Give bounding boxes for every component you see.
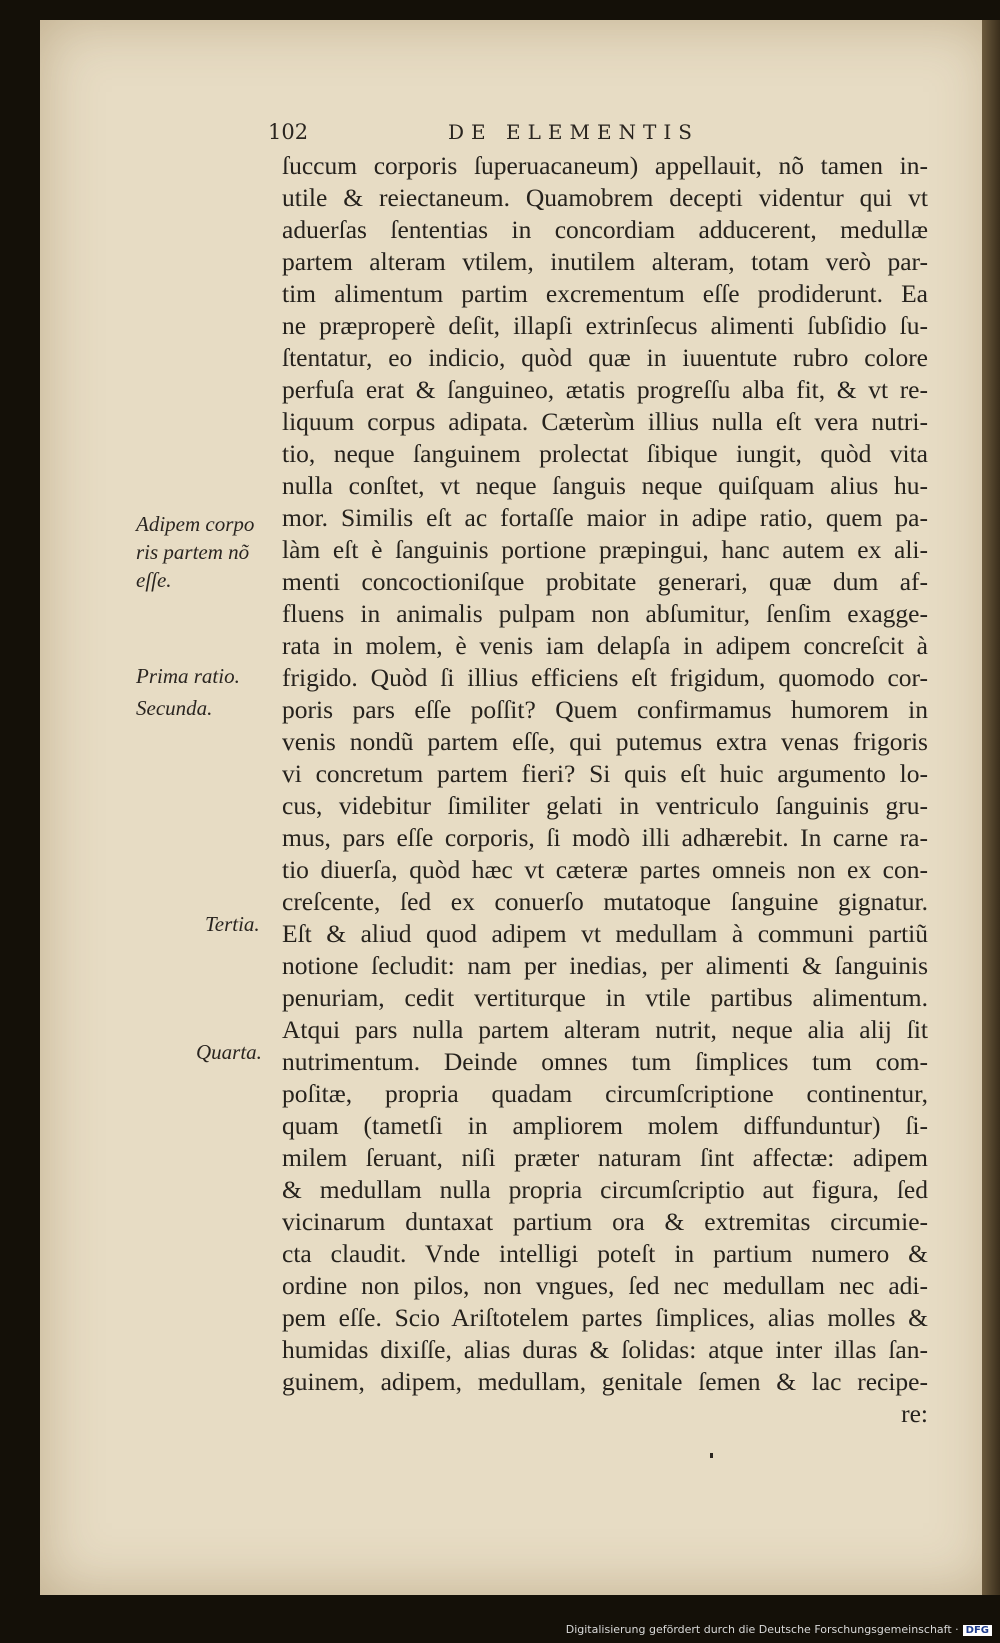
text-line: creſcente, ſed ex conuerſo mutatoque ſanguine gignatur. bbox=[282, 887, 928, 916]
margin-note-tertia: Tertia. bbox=[205, 912, 260, 936]
text-line: milem ſeruant, niſi præter naturam ſint affectæ: adipem bbox=[282, 1143, 928, 1172]
text-line: poſitæ, propria quadam circumſcriptione continentur, bbox=[282, 1079, 928, 1108]
text-line: vicinarum duntaxat partium ora & extremitas circumie- bbox=[282, 1207, 928, 1236]
text-line: mus, pars eſſe corporis, ſi modò illi adhærebit. In carne ra- bbox=[282, 823, 928, 852]
text-line: cus, videbitur ſimiliter gelati in ventriculo ſanguinis gru- bbox=[282, 791, 928, 820]
margin-note-secunda: Secunda. bbox=[136, 696, 213, 720]
text-line: perfuſa erat & ſanguineo, ætatis progreſſu alba fit, & vt re- bbox=[282, 375, 928, 404]
text-line: utile & reiectaneum. Quamobrem decepti videntur qui vt bbox=[282, 183, 928, 212]
text-line: ſtentatur, eo indicio, quòd quæ in iuuentute rubro colore bbox=[282, 343, 928, 372]
text-line: nutrimentum. Deinde omnes tum ſimplices tum com- bbox=[282, 1047, 928, 1076]
running-title: DE ELEMENTIS bbox=[448, 120, 699, 144]
main-text-block bbox=[282, 150, 928, 1430]
text-line: poris pars eſſe poſſit? Quem confirmamus humorem in bbox=[282, 695, 928, 724]
text-line: ordine non pilos, non vngues, ſed nec medullam nec adi- bbox=[282, 1271, 928, 1300]
book-spine-edge bbox=[982, 20, 1000, 1595]
text-line: Eſt & aliud quod adipem vt medullam à communi partiũ bbox=[282, 919, 928, 948]
margin-note-line: Adipem corpo bbox=[136, 512, 255, 536]
margin-note-line: eſſe. bbox=[136, 568, 172, 592]
text-line: aduerſas ſententias in concordiam adducerent, medullæ bbox=[282, 215, 928, 244]
text-line: nulla conſtet, vt neque ſanguis neque quiſquam alius hu- bbox=[282, 471, 928, 500]
text-line: tim alimentum partim excrementum eſſe prodiderunt. Ea bbox=[282, 279, 928, 308]
margin-note-quarta: Quarta. bbox=[196, 1040, 262, 1064]
credit-text: Digitalisierung gefördert durch die Deutsche Forschungsgemeinschaft · bbox=[565, 1623, 959, 1636]
text-line: làm eſt è ſanguinis portione præpingui, hanc autem ex ali- bbox=[282, 535, 928, 564]
text-line: quam (tametſi in ampliorem molem diffunduntur) ſi- bbox=[282, 1111, 928, 1140]
text-line: penuriam, cedit vertiturque in vtile partibus alimentum. bbox=[282, 983, 928, 1012]
text-line: tio diuerſa, quòd hæc vt cæteræ partes omneis non ex con- bbox=[282, 855, 928, 884]
margin-note-adipem bbox=[136, 510, 254, 594]
text-line: partem alteram vtilem, inutilem alteram, totam verò par- bbox=[282, 247, 928, 276]
text-line: Atqui pars nulla partem alteram nutrit, neque alia alij ſit bbox=[282, 1015, 928, 1044]
digitization-credit bbox=[566, 1623, 992, 1636]
text-line: menti concoctioniſque probitate generari, quæ dum af- bbox=[282, 567, 928, 596]
text-line: venis nondũ partem eſſe, qui putemus extra venas frigoris bbox=[282, 727, 928, 756]
page-number: 102 bbox=[268, 120, 309, 144]
text-line: rata in molem, è venis iam delapſa in adipem concreſcit à bbox=[282, 631, 928, 660]
text-line: ne præproperè deſit, illapſi extrinſecus alimenti ſubſidio ſu- bbox=[282, 311, 928, 340]
text-line: pem eſſe. Scio Ariſtotelem partes ſimplices, alias molles & bbox=[282, 1303, 928, 1332]
text-line: frigido. Quòd ſi illius efficiens eſt frigidum, quomodo cor- bbox=[282, 663, 928, 692]
text-line: vi concretum partem fieri? Si quis eſt huic argumento lo- bbox=[282, 759, 928, 788]
ink-mark bbox=[710, 1453, 713, 1458]
text-line: tio, neque ſanguinem prolectat ſibique iungit, quòd vita bbox=[282, 439, 928, 468]
text-line: liquum corpus adipata. Cæterùm illius nulla eſt vera nutri- bbox=[282, 407, 928, 436]
margin-note-line: ris partem nõ bbox=[136, 540, 250, 564]
dfg-logo: DFG bbox=[963, 1625, 992, 1636]
margin-note-prima-ratio: Prima ratio. bbox=[136, 664, 240, 688]
text-line: mor. Similis eſt ac fortaſſe maior in adipe ratio, quem pa- bbox=[282, 503, 928, 532]
text-line: humidas dixiſſe, alias duras & ſolidas: atque inter illas ſan- bbox=[282, 1335, 928, 1364]
text-line: notione ſecludit: nam per inedias, per alimenti & ſanguinis bbox=[282, 951, 928, 980]
catchword: re: bbox=[901, 1399, 928, 1428]
text-line: cta claudit. Vnde intelligi poteſt in partium numero & bbox=[282, 1239, 928, 1268]
text-line: & medullam nulla propria circumſcriptio aut figura, ſed bbox=[282, 1175, 928, 1204]
text-line: ſuccum corporis ſuperuacaneum) appellauit, nõ tamen in- bbox=[282, 151, 928, 180]
text-line: guinem, adipem, medullam, genitale ſemen & lac recipe- bbox=[282, 1367, 928, 1396]
running-head bbox=[268, 120, 708, 148]
text-line: fluens in animalis pulpam non abſumitur, ſenſim exagge- bbox=[282, 599, 928, 628]
